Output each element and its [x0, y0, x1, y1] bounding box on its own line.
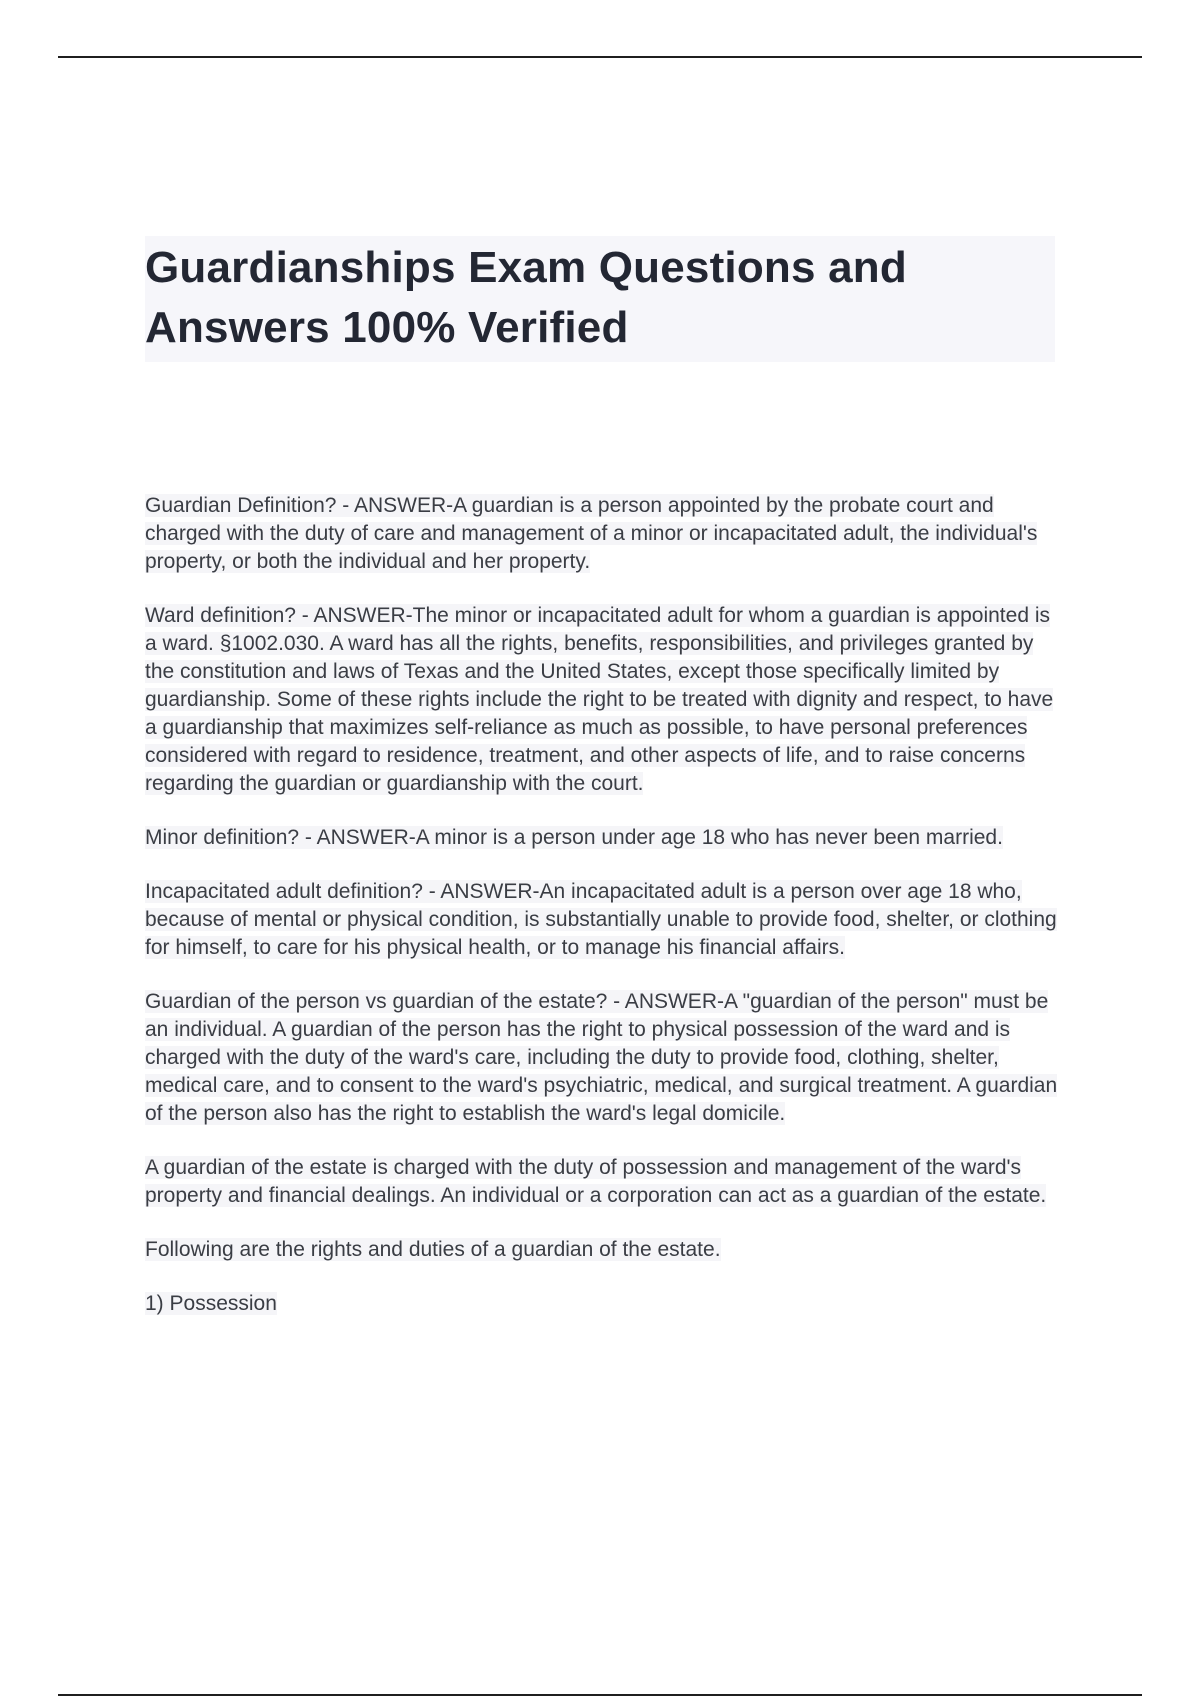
list-item-possession — [145, 1290, 1065, 1318]
footer-rule — [58, 1694, 1142, 1696]
paragraph-rights-and-duties — [145, 1236, 1065, 1264]
paragraph-text: A guardian of the estate is charged with the duty of possession and management of the ward's property and financial dealings. An individual or a corporation can act as a guardian of the estate. — [145, 1156, 1047, 1207]
paragraph-text: Guardian Definition? - ANSWER-A guardian is a person appointed by the probate court and charged with the duty of care and management of a minor or incapacitated adult, the individual's property, or both the individual and her property. — [145, 494, 1038, 573]
qa-guardian-definition — [145, 492, 1065, 576]
qa-guardian-person-vs-estate — [145, 988, 1065, 1128]
qa-ward-definition — [145, 602, 1065, 798]
qa-minor-definition — [145, 824, 1065, 852]
paragraph-text: 1) Possession — [145, 1292, 277, 1315]
qa-incapacitated-adult-definition — [145, 878, 1065, 962]
header-rule — [58, 56, 1142, 58]
paragraph-text: Ward definition? - ANSWER-The minor or incapacitated adult for whom a guardian is appointed is a ward. §1002.030. A ward has all the rights, benefits, responsibilities, and privileges granted by the constitution and laws of Texas and the United States, except those specifically limited by guardianship. Some of these rights include the right to be treated with dignity and respect, to have a guardianship that maximizes self-reliance as much as possible, to have personal preferences considered with regard to residence, treatment, and other aspects of life, and to raise concerns regarding the guardian or guardianship with the court. — [145, 604, 1054, 795]
paragraph-text: Minor definition? - ANSWER-A minor is a person under age 18 who has never been married. — [145, 826, 1003, 849]
paragraph-text: Incapacitated adult definition? - ANSWER-An incapacitated adult is a person over age 18 who, because of mental or physical condition, is substantially unable to provide food, shelter, or clothing for himself, to care for his physical health, or to manage his financial affairs. — [145, 880, 1057, 959]
paragraph-guardian-of-estate — [145, 1154, 1065, 1210]
paragraph-text: Following are the rights and duties of a guardian of the estate. — [145, 1238, 721, 1261]
title-block — [145, 236, 1055, 362]
paragraph-text: Guardian of the person vs guardian of the estate? - ANSWER-A "guardian of the person" must be an individual. A guardian of the person has the right to physical possession of the ward and is charged with the duty of the ward's care, including the duty to provide food, clothing, shelter, medical care, and to consent to the ward's psychiatric, medical, and surgical treatment. A guardian of the person also has the right to establish the ward's legal domicile. — [145, 990, 1058, 1125]
page-title: Guardianships Exam Questions and Answers 100% Verified — [145, 243, 907, 352]
document-body — [145, 492, 1065, 1344]
